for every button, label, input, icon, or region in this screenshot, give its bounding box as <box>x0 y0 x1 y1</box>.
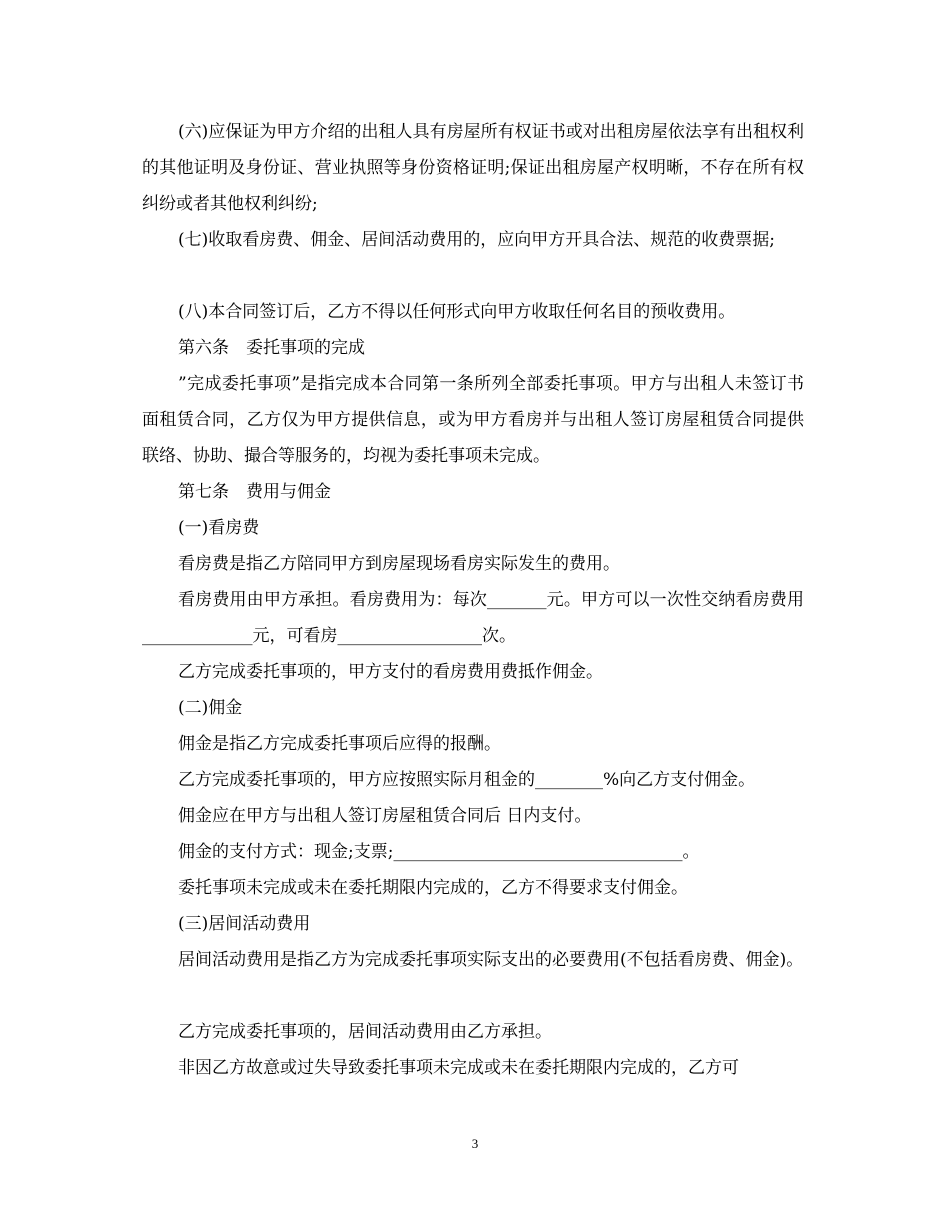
paragraph: (六)应保证为甲方介绍的出租人具有房屋所有权证书或对出租房屋依法享有出租权利的其他证明及身份证、营业执照等身份资格证明;保证出租房屋产权明晰，不存在所有权纠纷或者其他权利纠纷; <box>142 122 804 214</box>
paragraph: 看房费是指乙方陪同甲方到房屋现场看房实际发生的费用。 <box>178 554 620 574</box>
paragraph: 居间活动费用是指乙方为完成委托事项实际支出的必要费用(不包括看房费、佣金)。 <box>178 950 804 970</box>
page-number: 3 <box>471 1136 479 1151</box>
paragraph: 佣金应在甲方与出租人签订房屋租赁合同后 日内支付。 <box>178 806 592 826</box>
paragraph: 委托事项未完成或未在委托期限内完成的，乙方不得要求支付佣金。 <box>178 878 688 898</box>
paragraph: (七)收取看房费、佣金、居间活动费用的，应向甲方开具合法、规范的收费票据; <box>178 230 775 250</box>
paragraph: 乙方完成委托事项的，甲方应按照实际月租金的________%向乙方支付佣金。 <box>178 770 756 790</box>
paragraph: 佣金是指乙方完成委托事项后应得的报酬。 <box>178 734 501 754</box>
paragraph: 看房费用由甲方承担。看房费用为：每次_______元。甲方可以一次性交纳看房费用_____________元，可看房_________________次。 <box>142 590 804 646</box>
subsection-heading: (三)居间活动费用 <box>178 914 311 934</box>
paragraph: 非因乙方故意或过失导致委托事项未完成或未在委托期限内完成的，乙方可 <box>178 1058 739 1078</box>
paragraph: 佣金的支付方式：现金;支票;__________________________________。 <box>178 842 700 862</box>
section-heading: 第七条 费用与佣金 <box>178 482 331 502</box>
section-heading: 第六条 委托事项的完成 <box>178 338 365 358</box>
subsection-heading: (一)看房费 <box>178 518 260 538</box>
paragraph: ”完成委托事项”是指完成本合同第一条所列全部委托事项。甲方与出租人未签订书面租赁合同，乙方仅为甲方提供信息，或为甲方看房并与出租人签订房屋租赁合同提供联络、协助、撮合等服务的，均视为委托事项未完成。 <box>142 374 804 466</box>
subsection-heading: (二)佣金 <box>178 698 243 718</box>
paragraph: 乙方完成委托事项的，居间活动费用由乙方承担。 <box>178 1022 552 1042</box>
paragraph: 乙方完成委托事项的，甲方支付的看房费用费抵作佣金。 <box>178 662 603 682</box>
paragraph: (八)本合同签订后，乙方不得以任何形式向甲方收取任何名目的预收费用。 <box>178 302 736 322</box>
